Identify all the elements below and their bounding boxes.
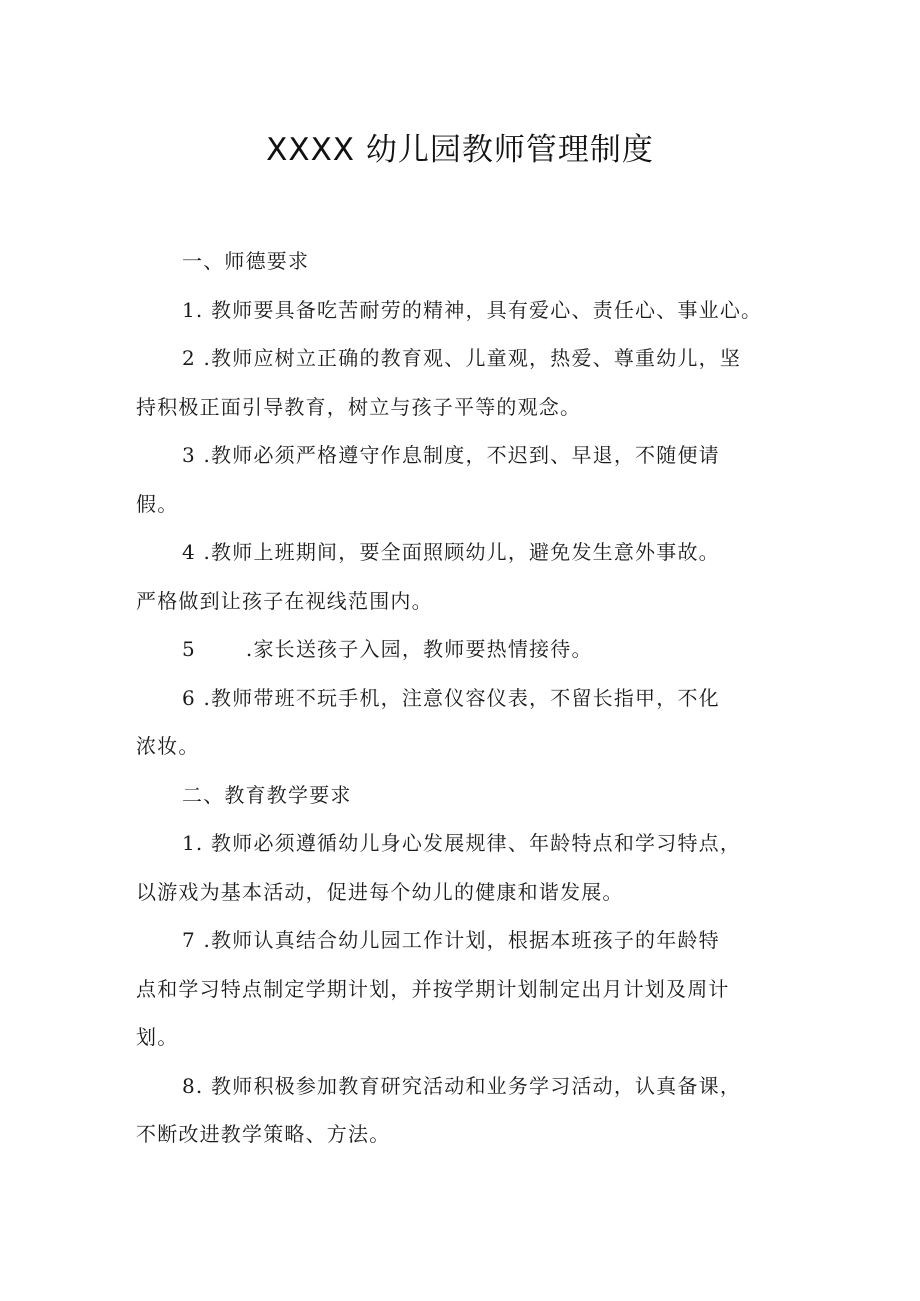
paragraph-line: 2 .教师应树立正确的教育观、儿童观，热爱、尊重幼儿，坚 bbox=[182, 346, 742, 370]
section-heading: 一、师德要求 bbox=[182, 249, 310, 273]
paragraph-line: 假。 bbox=[136, 491, 179, 516]
paragraph-line: 以游戏为基本活动，促进每个幼儿的健康和谐发展。 bbox=[136, 879, 624, 904]
paragraph-line: 不断改进教学策略、方法。 bbox=[136, 1122, 391, 1146]
paragraph-line: 3 .教师必须严格遵守作息制度，不迟到、早退，不随便请 bbox=[182, 443, 720, 467]
paragraph-line: 1. 教师要具备吃苦耐劳的精神，具有爱心、责任心、事业心。 bbox=[182, 297, 763, 322]
paragraph-line: 划。 bbox=[136, 1025, 179, 1049]
paragraph-line: 1. 教师必须遵循幼儿身心发展规律、年龄特点和学习特点， bbox=[182, 831, 742, 855]
paragraph-line: 5 .家长送孩子入园，教师要热情接待。 bbox=[182, 637, 593, 661]
paragraph-line: 7 .教师认真结合幼儿园工作计划，根据本班孩子的年龄特 bbox=[182, 928, 720, 952]
paragraph-line: 浓妆。 bbox=[136, 734, 200, 758]
paragraph-line: 6 .教师带班不玩手机，注意仪容仪表，不留长指甲，不化 bbox=[182, 685, 720, 710]
section-heading: 二、教育教学要求 bbox=[182, 782, 352, 807]
paragraph-line: 8. 教师积极参加教育研究活动和业务学习活动，认真备课， bbox=[182, 1073, 742, 1098]
paragraph-line: 严格做到让孩子在视线范围内。 bbox=[136, 588, 433, 613]
paragraph-line: 点和学习特点制定学期计划，并按学期计划制定出月计划及周计 bbox=[136, 976, 730, 1001]
paragraph-line: 持积极正面引导教育，树立与孩子平等的观念。 bbox=[136, 394, 582, 419]
document-body bbox=[136, 237, 796, 1159]
paragraph-line: 4 .教师上班期间，要全面照顾幼儿，避免发生意外事故。 bbox=[182, 540, 720, 564]
document-title: XXXX 幼儿园教师管理制度 bbox=[266, 132, 654, 168]
